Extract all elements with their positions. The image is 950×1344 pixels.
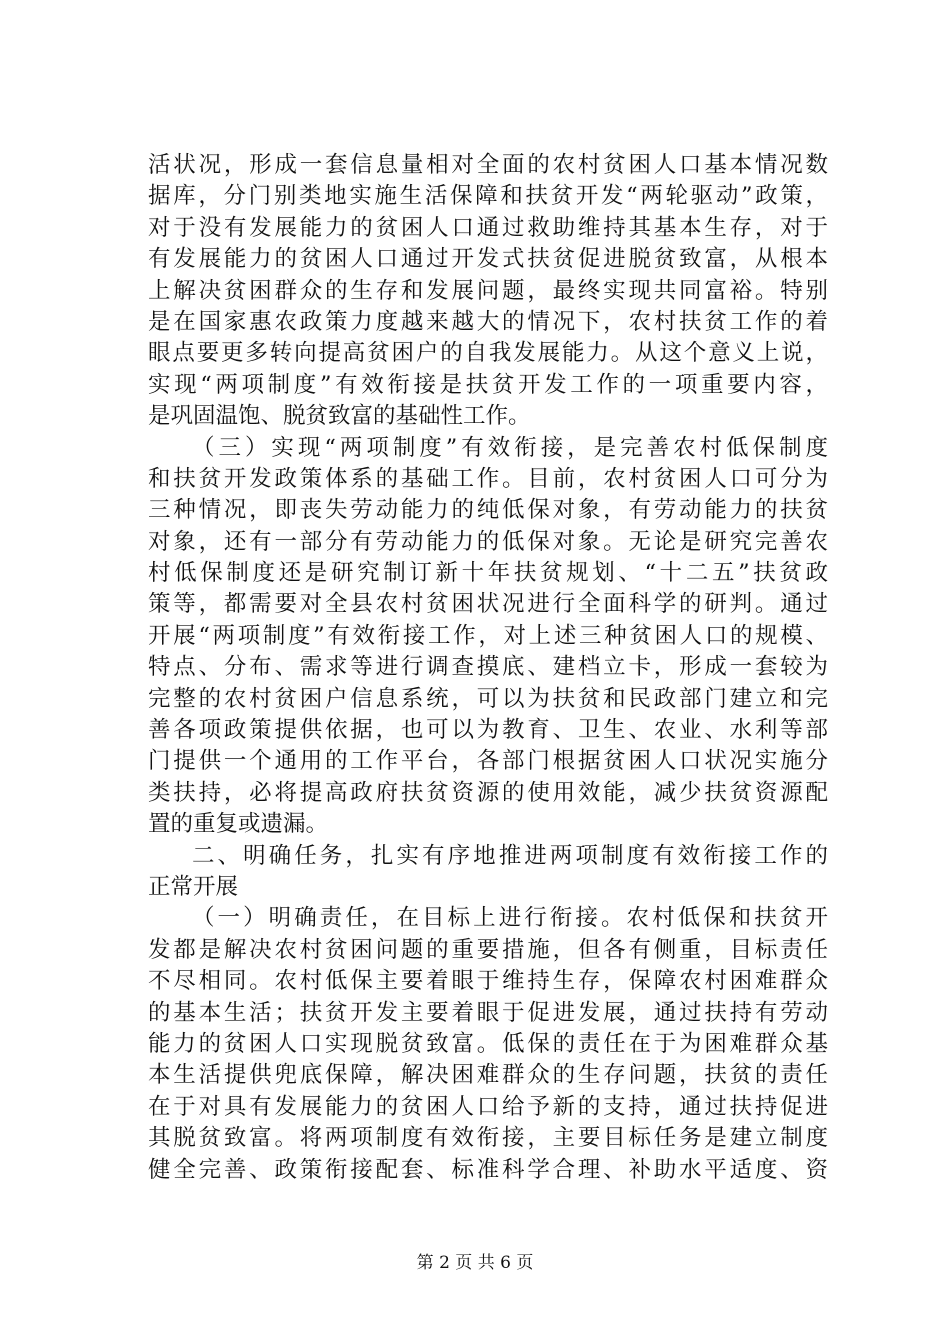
text-line: 开展“两项制度”有效衔接工作，对上述三种贫困人口的规模、 [148,622,828,649]
text-line: 的基本生活；扶贫开发主要着眼于促进发展，通过扶持有劳动 [148,999,828,1026]
text-line: 是巩固温饱、脱贫致富的基础性工作。 [148,403,531,430]
text-line: 活状况，形成一套信息量相对全面的农村贫困人口基本情况数 [148,152,828,178]
text-line: 眼点要更多转向提高贫困户的自我发展能力。从这个意义上说， [148,340,828,367]
text-line: 完整的农村贫困户信息系统，可以为扶贫和民政部门建立和完 [148,685,828,712]
text-line: 类扶持，必将提高政府扶贫资源的使用效能，减少扶贫资源配 [148,779,828,806]
text-line: 上解决贫困群众的生存和发展问题，最终实现共同富裕。特别 [148,277,828,304]
text-line: （三）实现“两项制度”有效衔接，是完善农村低保制度 [192,434,828,461]
text-line: 有发展能力的贫困人口通过开发式扶贫促进脱贫致富，从根本 [148,246,828,273]
text-line: 善各项政策提供依据，也可以为教育、卫生、农业、水利等部 [148,717,828,744]
text-line: 对象，还有一部分有劳动能力的低保对象。无论是研究完善农 [148,528,828,555]
text-line: 正常开展 [148,873,239,900]
text-line: 三种情况，即丧失劳动能力的纯低保对象，有劳动能力的扶贫 [148,497,828,524]
text-line: 置的重复或遗漏。 [148,811,329,838]
text-line: 能力的贫困人口实现脱贫致富。低保的责任在于为困难群众基 [148,1030,828,1057]
text-line: 二、明确任务，扎实有序地推进两项制度有效衔接工作的 [192,842,828,869]
text-line: 门提供一个通用的工作平台，各部门根据贫困人口状况实施分 [148,748,828,775]
text-line: 在于对具有发展能力的贫困人口给予新的支持，通过扶持促进 [148,1093,828,1120]
text-line: 健全完善、政策衔接配套、标准科学合理、补助水平适度、资 [148,1156,828,1183]
text-line: 特点、分布、需求等进行调查摸底、建档立卡，形成一套较为 [148,654,828,681]
text-line: 其脱贫致富。将两项制度有效衔接，主要目标任务是建立制度 [148,1125,828,1152]
text-line: 不尽相同。农村低保主要着眼于维持生存，保障农村困难群众 [148,968,828,995]
text-line: 和扶贫开发政策体系的基础工作。目前，农村贫困人口可分为 [148,465,828,492]
text-line: 村低保制度还是研究制订新十年扶贫规划、“十二五”扶贫政 [148,560,828,587]
document-body [148,150,828,1186]
text-line: 实现“两项制度”有效衔接是扶贫开发工作的一项重要内容， [148,371,828,398]
text-line: 发都是解决农村贫困问题的重要措施，但各有侧重，目标责任 [148,936,828,963]
text-line: 本生活提供兜底保障，解决困难群众的生存问题，扶贫的责任 [148,1062,828,1089]
page-footer: 第 2 页 共 6 页 [416,1253,534,1273]
text-line: 策等，都需要对全县农村贫困状况进行全面科学的研判。通过 [148,591,828,618]
text-line: 据库，分门别类地实施生活保障和扶贫开发“两轮驱动”政策， [148,183,828,210]
text-line: （一）明确责任，在目标上进行衔接。农村低保和扶贫开 [192,905,828,932]
text-line: 对于没有发展能力的贫困人口通过救助维持其基本生存，对于 [148,214,828,241]
text-line: 是在国家惠农政策力度越来越大的情况下，农村扶贫工作的着 [148,308,828,335]
